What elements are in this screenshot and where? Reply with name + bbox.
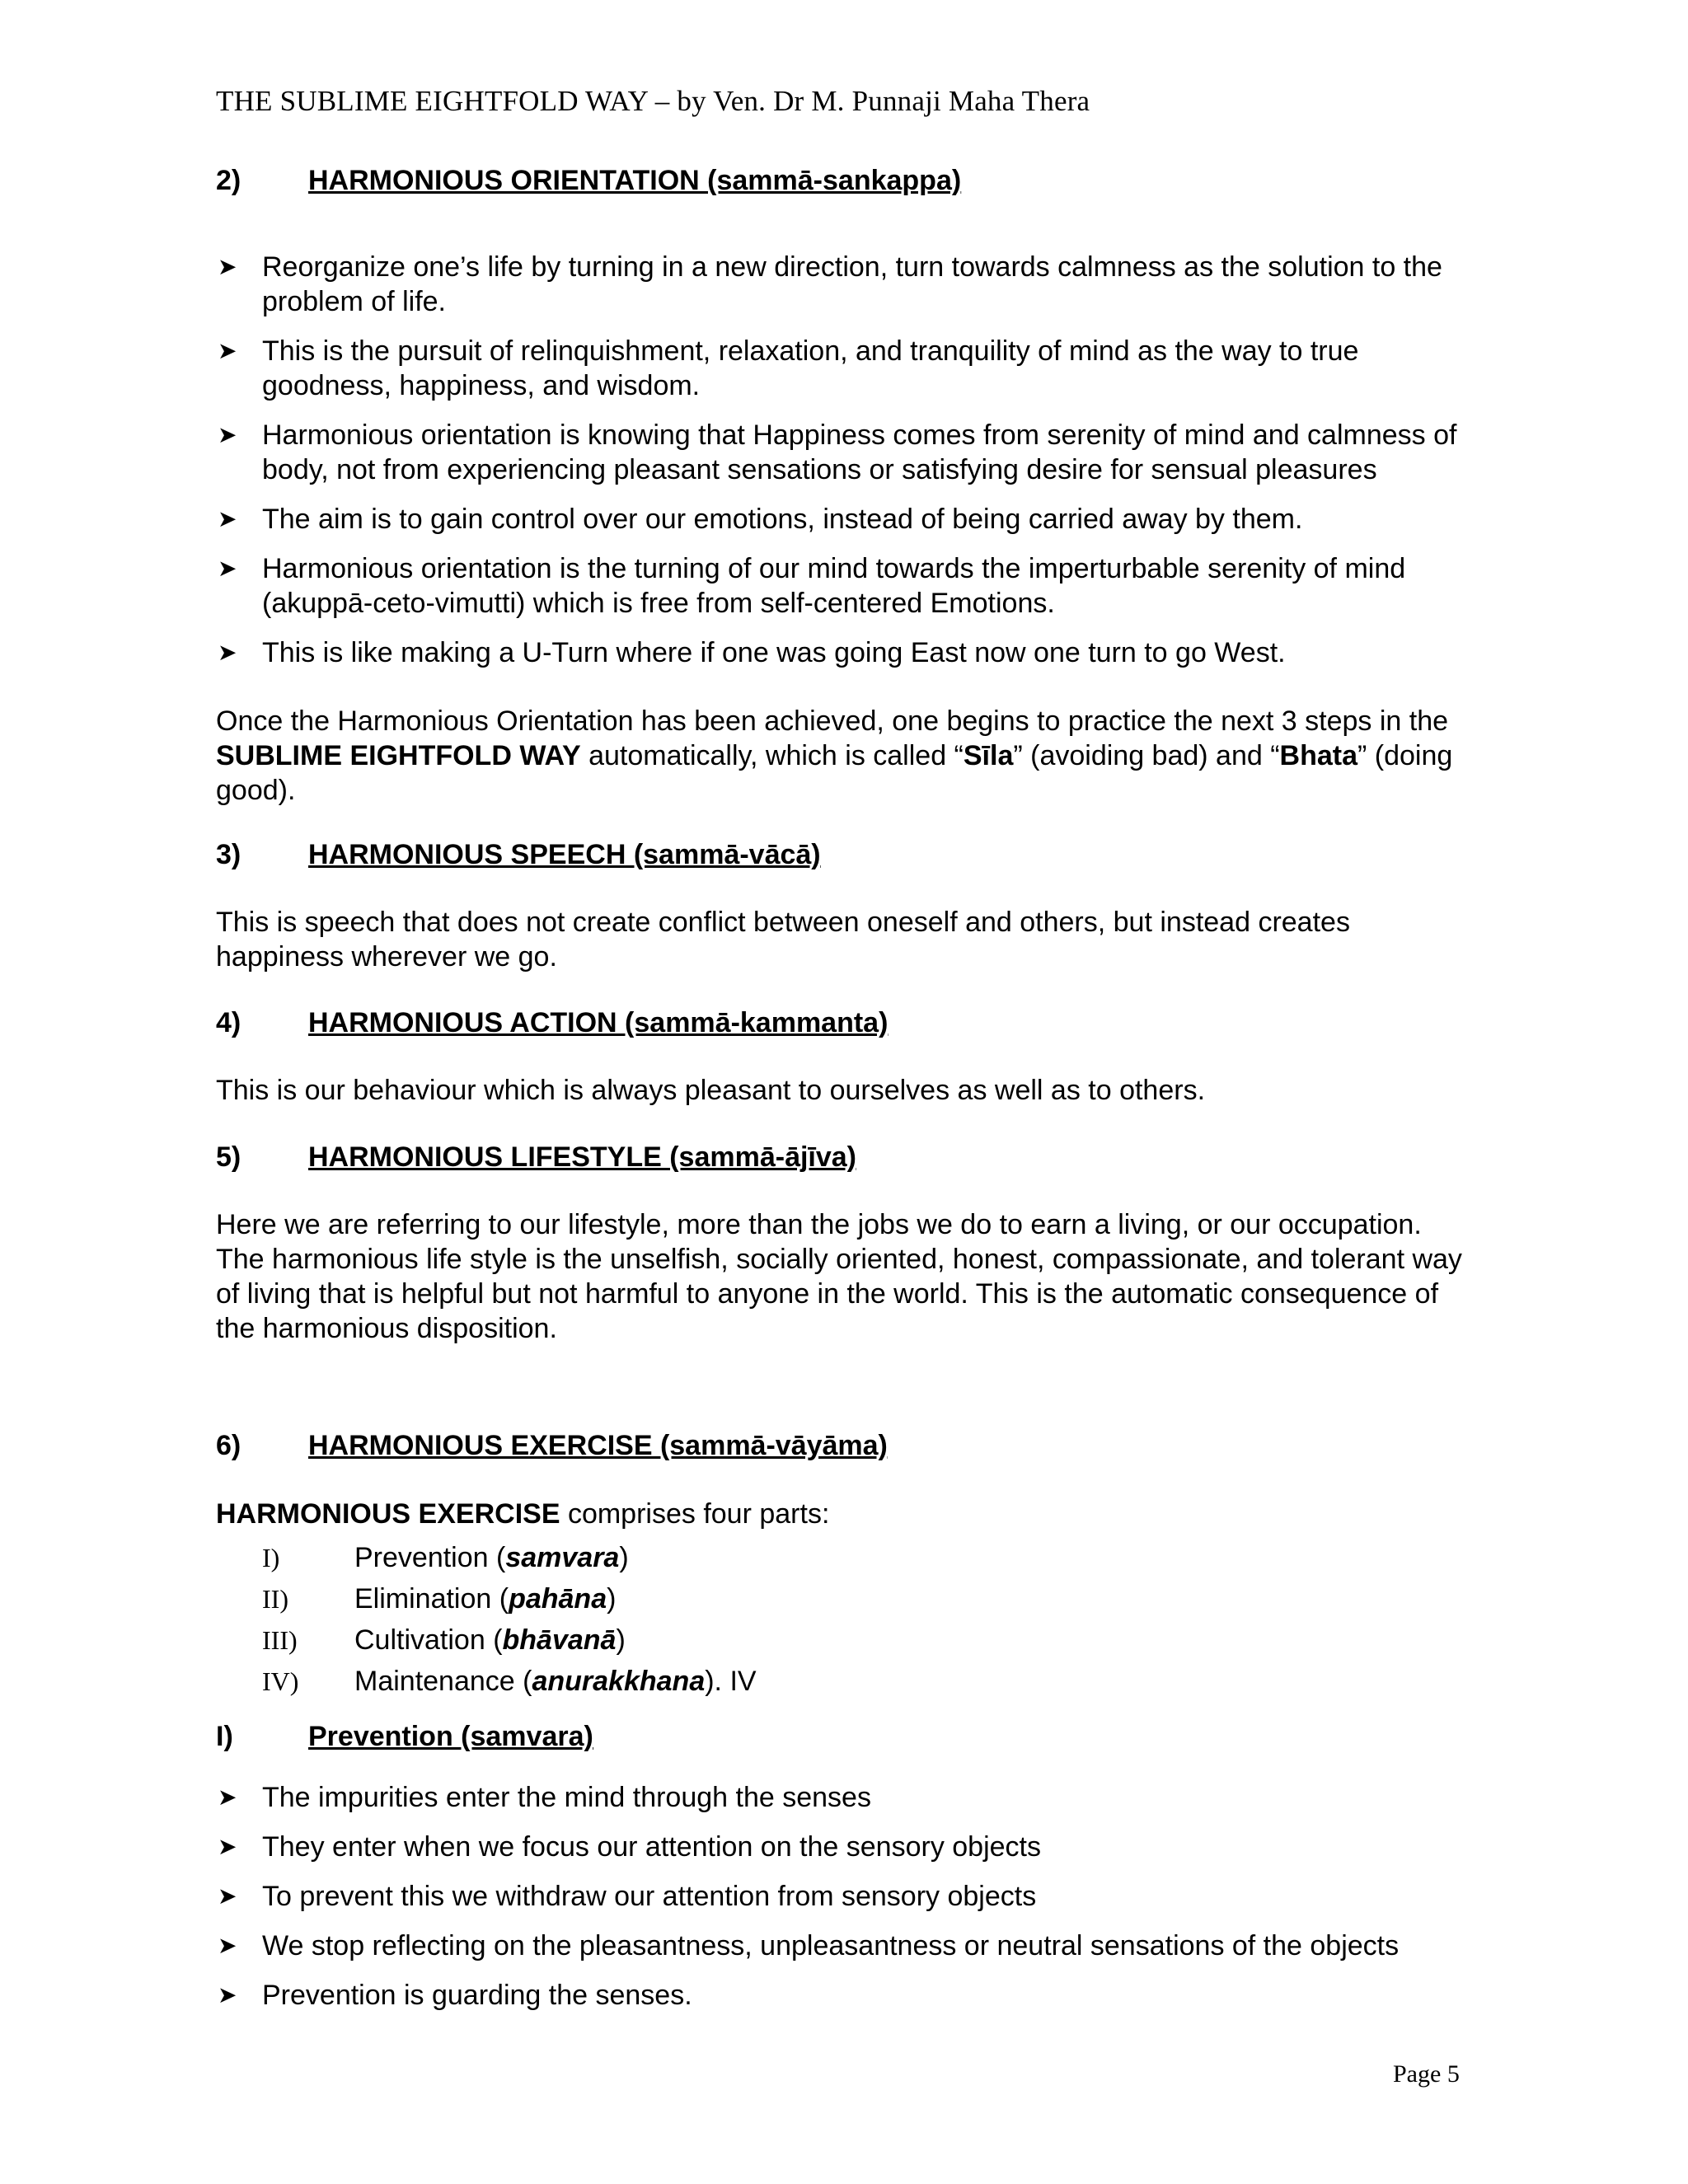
- action-paragraph: This is our behaviour which is always pleasant to ourselves as well as to others.: [216, 1075, 1206, 1106]
- section-number: 5): [216, 1141, 241, 1173]
- list-item: ➤ This is like making a U-Turn where if one was going East now one turn to go West.: [218, 637, 1286, 668]
- arrow-bullet-icon: ➤: [218, 1933, 237, 1958]
- list-item: ➤ Harmonious orientation is the turning of our mind towards the imperturbable serenity of mind (akuppā-ceto-vimutti) which is free from self-centered Emotions.: [218, 553, 1406, 619]
- list-item: IV) Maintenance (anurakkhana). IV: [262, 1666, 757, 1697]
- section-number: 2): [216, 165, 241, 196]
- section-title: HARMONIOUS LIFESTYLE (sammā-ājīva): [308, 1141, 857, 1173]
- exercise-intro: HARMONIOUS EXERCISE comprises four parts:: [216, 1498, 830, 1530]
- arrow-bullet-icon: ➤: [218, 1982, 237, 2008]
- orientation-bullet-list: [216, 250, 1469, 685]
- list-item: ➤ This is the pursuit of relinquishment, relaxation, and tranquility of mind as the way to true goodness, happiness, and wisdom.: [218, 335, 1359, 401]
- list-item: ➤ To prevent this we withdraw our attention from sensory objects: [218, 1881, 1037, 1912]
- arrow-bullet-icon: ➤: [218, 555, 237, 581]
- page-header: THE SUBLIME EIGHTFOLD WAY – by Ven. Dr M. Punnaji Maha Thera: [216, 85, 1090, 117]
- section-title: HARMONIOUS EXERCISE (sammā-vāyāma): [308, 1430, 888, 1461]
- arrow-bullet-icon: ➤: [218, 1883, 237, 1909]
- list-item: ➤ We stop reflecting on the pleasantness, unpleasantness or neutral sensations of the objects: [218, 1930, 1400, 1961]
- arrow-bullet-icon: ➤: [218, 422, 237, 448]
- section-heading-prevention: [216, 1721, 593, 1753]
- lifestyle-paragraph: Here we are referring to our lifestyle, more than the jobs we do to earn a living, or our occupation. The harmonious life style is the unselfish, socially oriented, honest, compassionate, and tolerant way of living that is helpful but not harmful to anyone in the world. This is the automatic consequence of the harmonious disposition.: [216, 1209, 1462, 1344]
- section-heading-action: [216, 1007, 888, 1039]
- arrow-bullet-icon: ➤: [218, 1834, 237, 1859]
- list-item: III) Cultivation (bhāvanā): [262, 1624, 626, 1656]
- arrow-bullet-icon: ➤: [218, 338, 237, 363]
- exercise-parts-list: [262, 1537, 757, 1702]
- arrow-bullet-icon: ➤: [218, 1784, 237, 1810]
- arrow-bullet-icon: ➤: [218, 254, 237, 279]
- list-item: ➤ The aim is to gain control over our emotions, instead of being carried away by them.: [218, 504, 1303, 535]
- section-heading-lifestyle: [216, 1141, 856, 1174]
- orientation-summary-paragraph: Once the Harmonious Orientation has been achieved, one begins to practice the next 3 steps in the SUBLIME EIGHTFOLD WAY automatically, which is called “Sīla” (avoiding bad) and “Bhata” (doing good).: [216, 705, 1453, 806]
- section-number: 6): [216, 1430, 241, 1461]
- arrow-bullet-icon: ➤: [218, 640, 237, 665]
- section-heading-speech: [216, 839, 821, 871]
- page-number: Page 5: [1393, 2060, 1460, 2088]
- list-item: ➤ Harmonious orientation is knowing that Happiness comes from serenity of mind and calmness of body, not from experiencing pleasant sensations or satisfying desire for sensual pleasures: [218, 419, 1457, 485]
- prevention-bullet-list: [216, 1780, 1469, 2027]
- list-item: ➤ The impurities enter the mind through the senses: [218, 1782, 871, 1813]
- speech-paragraph: This is speech that does not create conflict between oneself and others, but instead creates happiness wherever we go.: [216, 907, 1350, 972]
- section-heading-orientation: [216, 165, 961, 197]
- section-number: I): [216, 1721, 233, 1752]
- section-title: HARMONIOUS ORIENTATION (sammā-sankappa): [308, 165, 962, 196]
- list-item: ➤ Reorganize one’s life by turning in a new direction, turn towards calmness as the solution to the problem of life.: [218, 251, 1442, 317]
- section-title: HARMONIOUS ACTION (sammā-kammanta): [308, 1007, 889, 1038]
- section-number: 3): [216, 839, 241, 870]
- section-title: Prevention (samvara): [308, 1721, 593, 1752]
- list-item: ➤ They enter when we focus our attention on the sensory objects: [218, 1831, 1041, 1863]
- section-heading-exercise: [216, 1430, 888, 1462]
- list-item: ➤ Prevention is guarding the senses.: [218, 1980, 692, 2011]
- list-item: II) Elimination (pahāna): [262, 1583, 617, 1615]
- arrow-bullet-icon: ➤: [218, 506, 237, 532]
- section-number: 4): [216, 1007, 241, 1038]
- list-item: I) Prevention (samvara): [262, 1542, 629, 1573]
- section-title: HARMONIOUS SPEECH (sammā-vācā): [308, 839, 821, 870]
